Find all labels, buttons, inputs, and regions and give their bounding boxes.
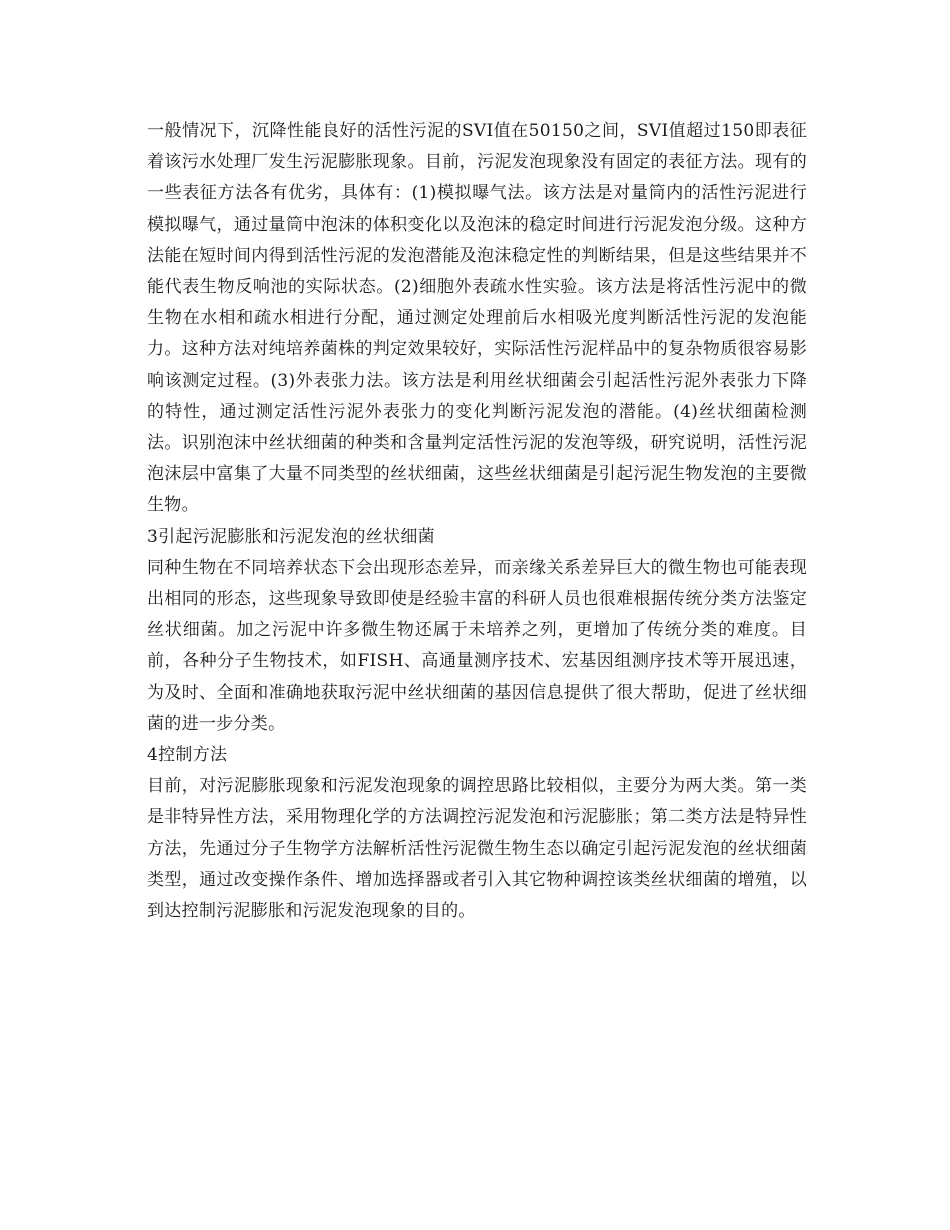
paragraph-filamentous-bacteria: 同种生物在不同培养状态下会出现形态差异，而亲缘关系差异巨大的微生物也可能表现出相同的形态，这些现象导致即使是经验丰富的科研人员也很难根据传统分类方法鉴定丝状细菌。加之污泥中许多微生物还属于未培养之列，更增加了传统分类的难度。目前，各种分子生物技术，如FISH、高通量测序技术、宏基因组测序技术等开展迅速，为及时、全面和准确地获取污泥中丝状细菌的基因信息提供了很大帮助，促进了丝状细菌的进一步分类。 bbox=[147, 557, 807, 734]
paragraph-control-methods: 目前，对污泥膨胀现象和污泥发泡现象的调控思路比较相似，主要分为两大类。第一类是非特异性方法，采用物理化学的方法调控污泥发泡和污泥膨胀；第二类方法是特异性方法，先通过分子生物学方法解析活性污泥微生物生态以确定引起污泥发泡的丝状细菌类型，通过改变操作条件、增加选择器或者引入其它物种调控该类丝状细菌的增殖，以到达控制污泥膨胀和污泥发泡现象的目的。 bbox=[147, 776, 807, 922]
document-page bbox=[147, 116, 807, 927]
section-4-heading: 4控制方法 bbox=[147, 745, 228, 766]
section-3-heading: 3引起污泥膨胀和污泥发泡的丝状细菌 bbox=[147, 526, 435, 547]
paragraph-foaming-characterization: 一般情况下，沉降性能良好的活性污泥的SVI值在50150之间，SVI值超过150即表征着该污水处理厂发生污泥膨胀现象。目前，污泥发泡现象没有固定的表征方法。现有的一些表征方法各有优劣，具体有：(1)模拟曝气法。该方法是对量筒内的活性污泥进行模拟曝气，通过量筒中泡沫的体积变化以及泡沫的稳定时间进行污泥发泡分级。这种方法能在短时间内得到活性污泥的发泡潜能及泡沫稳定性的判断结果，但是这些结果并不能代表生物反响池的实际状态。(2)细胞外表疏水性实验。该方法是将活性污泥中的微生物在水相和疏水相进行分配，通过测定处理前后水相吸光度判断活性污泥的发泡能力。这种方法对纯培养菌株的判定效果较好，实际活性污泥样品中的复杂物质很容易影响该测定过程。(3)外表张力法。该方法是利用丝状细菌会引起活性污泥外表张力下降的特性，通过测定活性污泥外表张力的变化判断污泥发泡的潜能。(4)丝状细菌检测法。识别泡沫中丝状细菌的种类和含量判定活性污泥的发泡等级，研究说明，活性污泥泡沫层中富集了大量不同类型的丝状细菌，这些丝状细菌是引起污泥生物发泡的主要微生物。 bbox=[147, 121, 807, 516]
